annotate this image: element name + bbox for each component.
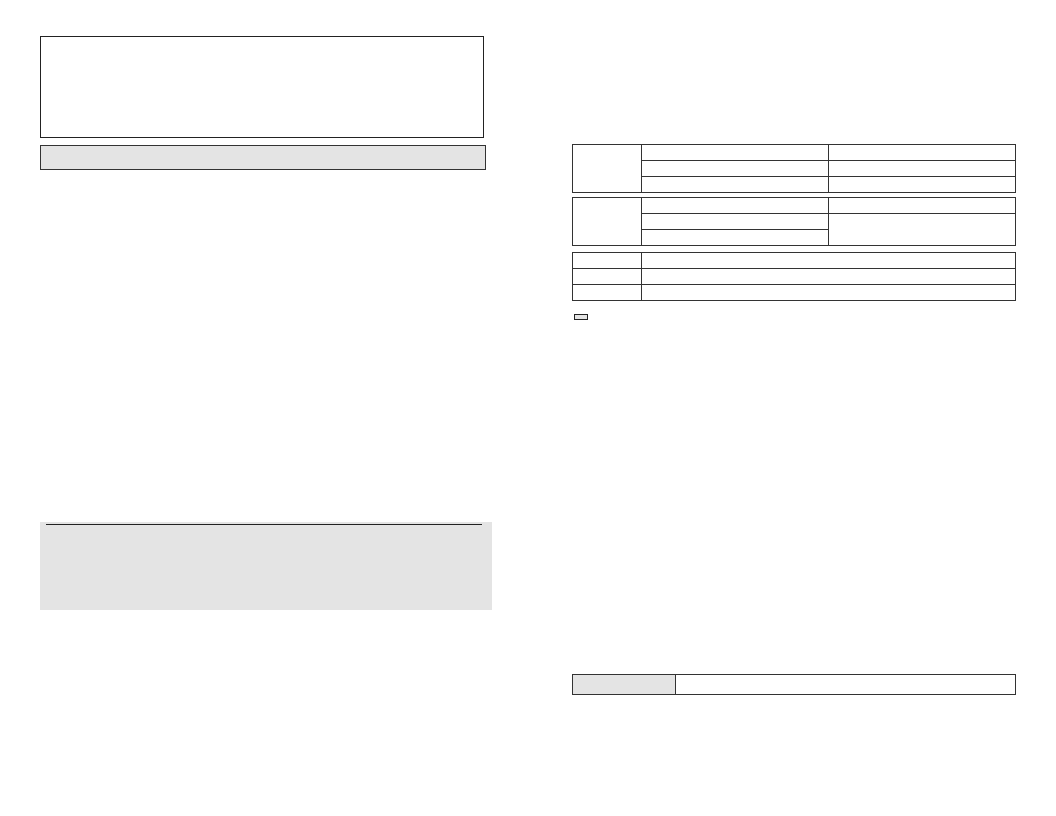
service-title-bar: [40, 145, 486, 170]
prayer-row-label: [573, 145, 642, 193]
prayer-table: [572, 144, 1016, 193]
lunch-date: [573, 285, 642, 301]
offering-volunteer: [829, 214, 1016, 246]
col-guide: [642, 198, 829, 214]
worship-label: [573, 675, 676, 695]
lunch-note: [642, 269, 1016, 285]
lunch-col1: [573, 253, 642, 269]
lunch-note: [642, 285, 1016, 301]
sunday-prayer: [642, 177, 829, 193]
volunteer-table: [572, 197, 1016, 246]
lunch-col2: [642, 253, 1016, 269]
lunch-table: [572, 252, 1016, 301]
friday-prayer: [829, 161, 1016, 177]
theme-box: [40, 36, 484, 138]
lunch-date: [573, 269, 642, 285]
friday-prayer: [829, 177, 1016, 193]
col-offering: [829, 198, 1016, 214]
guide-outdoor: [642, 230, 829, 246]
col-friday: [829, 145, 1016, 161]
sermon-box: [40, 522, 492, 610]
offerings-title: [574, 314, 588, 320]
worship-table: [572, 674, 1016, 695]
guide-indoor: [642, 214, 829, 230]
sunday-prayer: [642, 161, 829, 177]
col-sunday: [642, 145, 829, 161]
